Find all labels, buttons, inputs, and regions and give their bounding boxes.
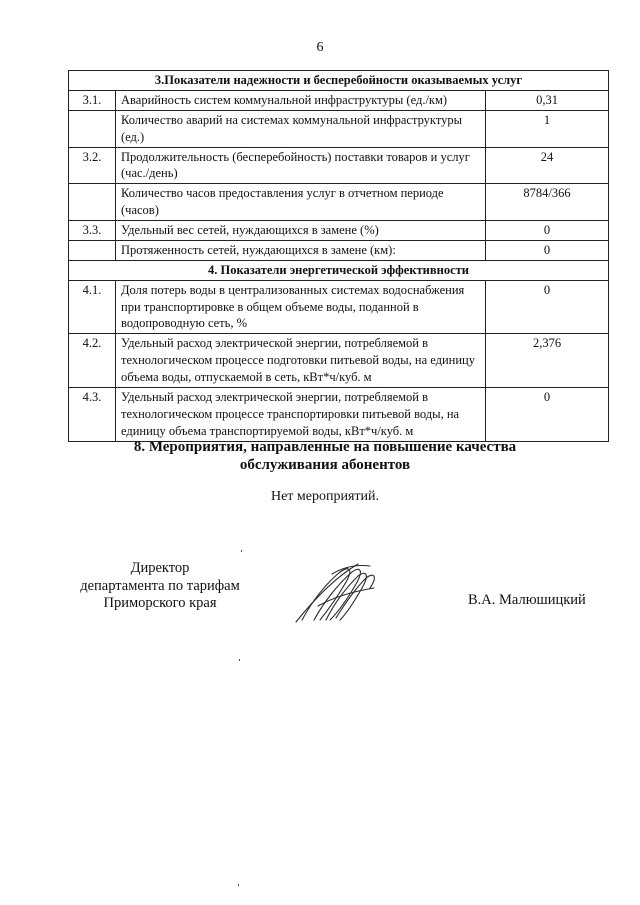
handwritten-signature [292,558,382,628]
row-number: 4.1. [69,280,116,334]
row-number [69,184,116,221]
row-value: 0 [486,240,609,260]
row-value: 0 [486,221,609,241]
row-value: 2,376 [486,334,609,388]
section-8-title-line: обслуживания абонентов [239,457,411,473]
row-value: 0,31 [486,90,609,110]
table-row [69,334,609,388]
signer-title-line: Директор [130,560,190,576]
table-row [69,184,609,221]
section-header-row [69,260,609,280]
section-header-row [69,71,609,91]
row-number [69,110,116,147]
row-text: Удельный расход электрической энергии, потребляемой в технологическом процессе транспортировки питьевой воды, на единицу объема транспортируемой воды, кВт*ч/куб. м [116,387,486,441]
row-value: 24 [486,147,609,184]
row-value: 0 [486,387,609,441]
row-text: Протяженность сетей, нуждающихся в замене (км): [116,240,486,260]
row-text: Доля потерь воды в централизованных системах водоснабжения при транспортировке в общем объеме воды, поданной в водопроводную сеть, % [116,280,486,334]
row-number: 3.3. [69,221,116,241]
signer-name: В.А. Малюшицкий [468,592,586,608]
table-row [69,90,609,110]
table-row [69,280,609,334]
row-text: Количество часов предоставления услуг в отчетном периоде (часов) [116,184,486,221]
scan-speck [238,884,239,886]
scan-speck [241,550,242,552]
row-number: 3.1. [69,90,116,110]
table-row [69,240,609,260]
row-text: Количество аварий на системах коммунальной инфраструктуры (ед.) [116,110,486,147]
row-text: Продолжительность (бесперебойность) поставки товаров и услуг (час./день) [116,147,486,184]
section-8-title [60,438,590,474]
indicators-table [68,70,609,442]
row-text: Аварийность систем коммунальной инфраструктуры (ед./км) [116,90,486,110]
table-row [69,110,609,147]
table-row [69,387,609,441]
no-measures-note: Нет мероприятий. [270,489,380,504]
row-text: Удельный расход электрической энергии, потребляемой в технологическом процессе подготовки питьевой воды, на единицу объема воды, отпускаемой в сеть, кВт*ч/куб. м [116,334,486,388]
row-number: 3.2. [69,147,116,184]
table-row [69,221,609,241]
signer-title-line: Приморского края [103,595,217,612]
section-8-title-line: 8. Мероприятия, направленные на повышение качества [133,439,517,455]
row-value: 8784/366 [486,184,609,221]
row-number [69,240,116,260]
row-number: 4.2. [69,334,116,388]
page-number: 6 [316,40,324,55]
section-header: 3.Показатели надежности и бесперебойности оказываемых услуг [69,71,609,91]
section-header: 4. Показатели энергетической эффективности [69,260,609,280]
row-text: Удельный вес сетей, нуждающихся в замене (%) [116,221,486,241]
signer-title-line: департамента по тарифам [80,577,240,594]
row-value: 1 [486,110,609,147]
signer-title [70,560,250,613]
row-value: 0 [486,280,609,334]
table-row [69,147,609,184]
scan-speck [239,659,240,661]
row-number: 4.3. [69,387,116,441]
